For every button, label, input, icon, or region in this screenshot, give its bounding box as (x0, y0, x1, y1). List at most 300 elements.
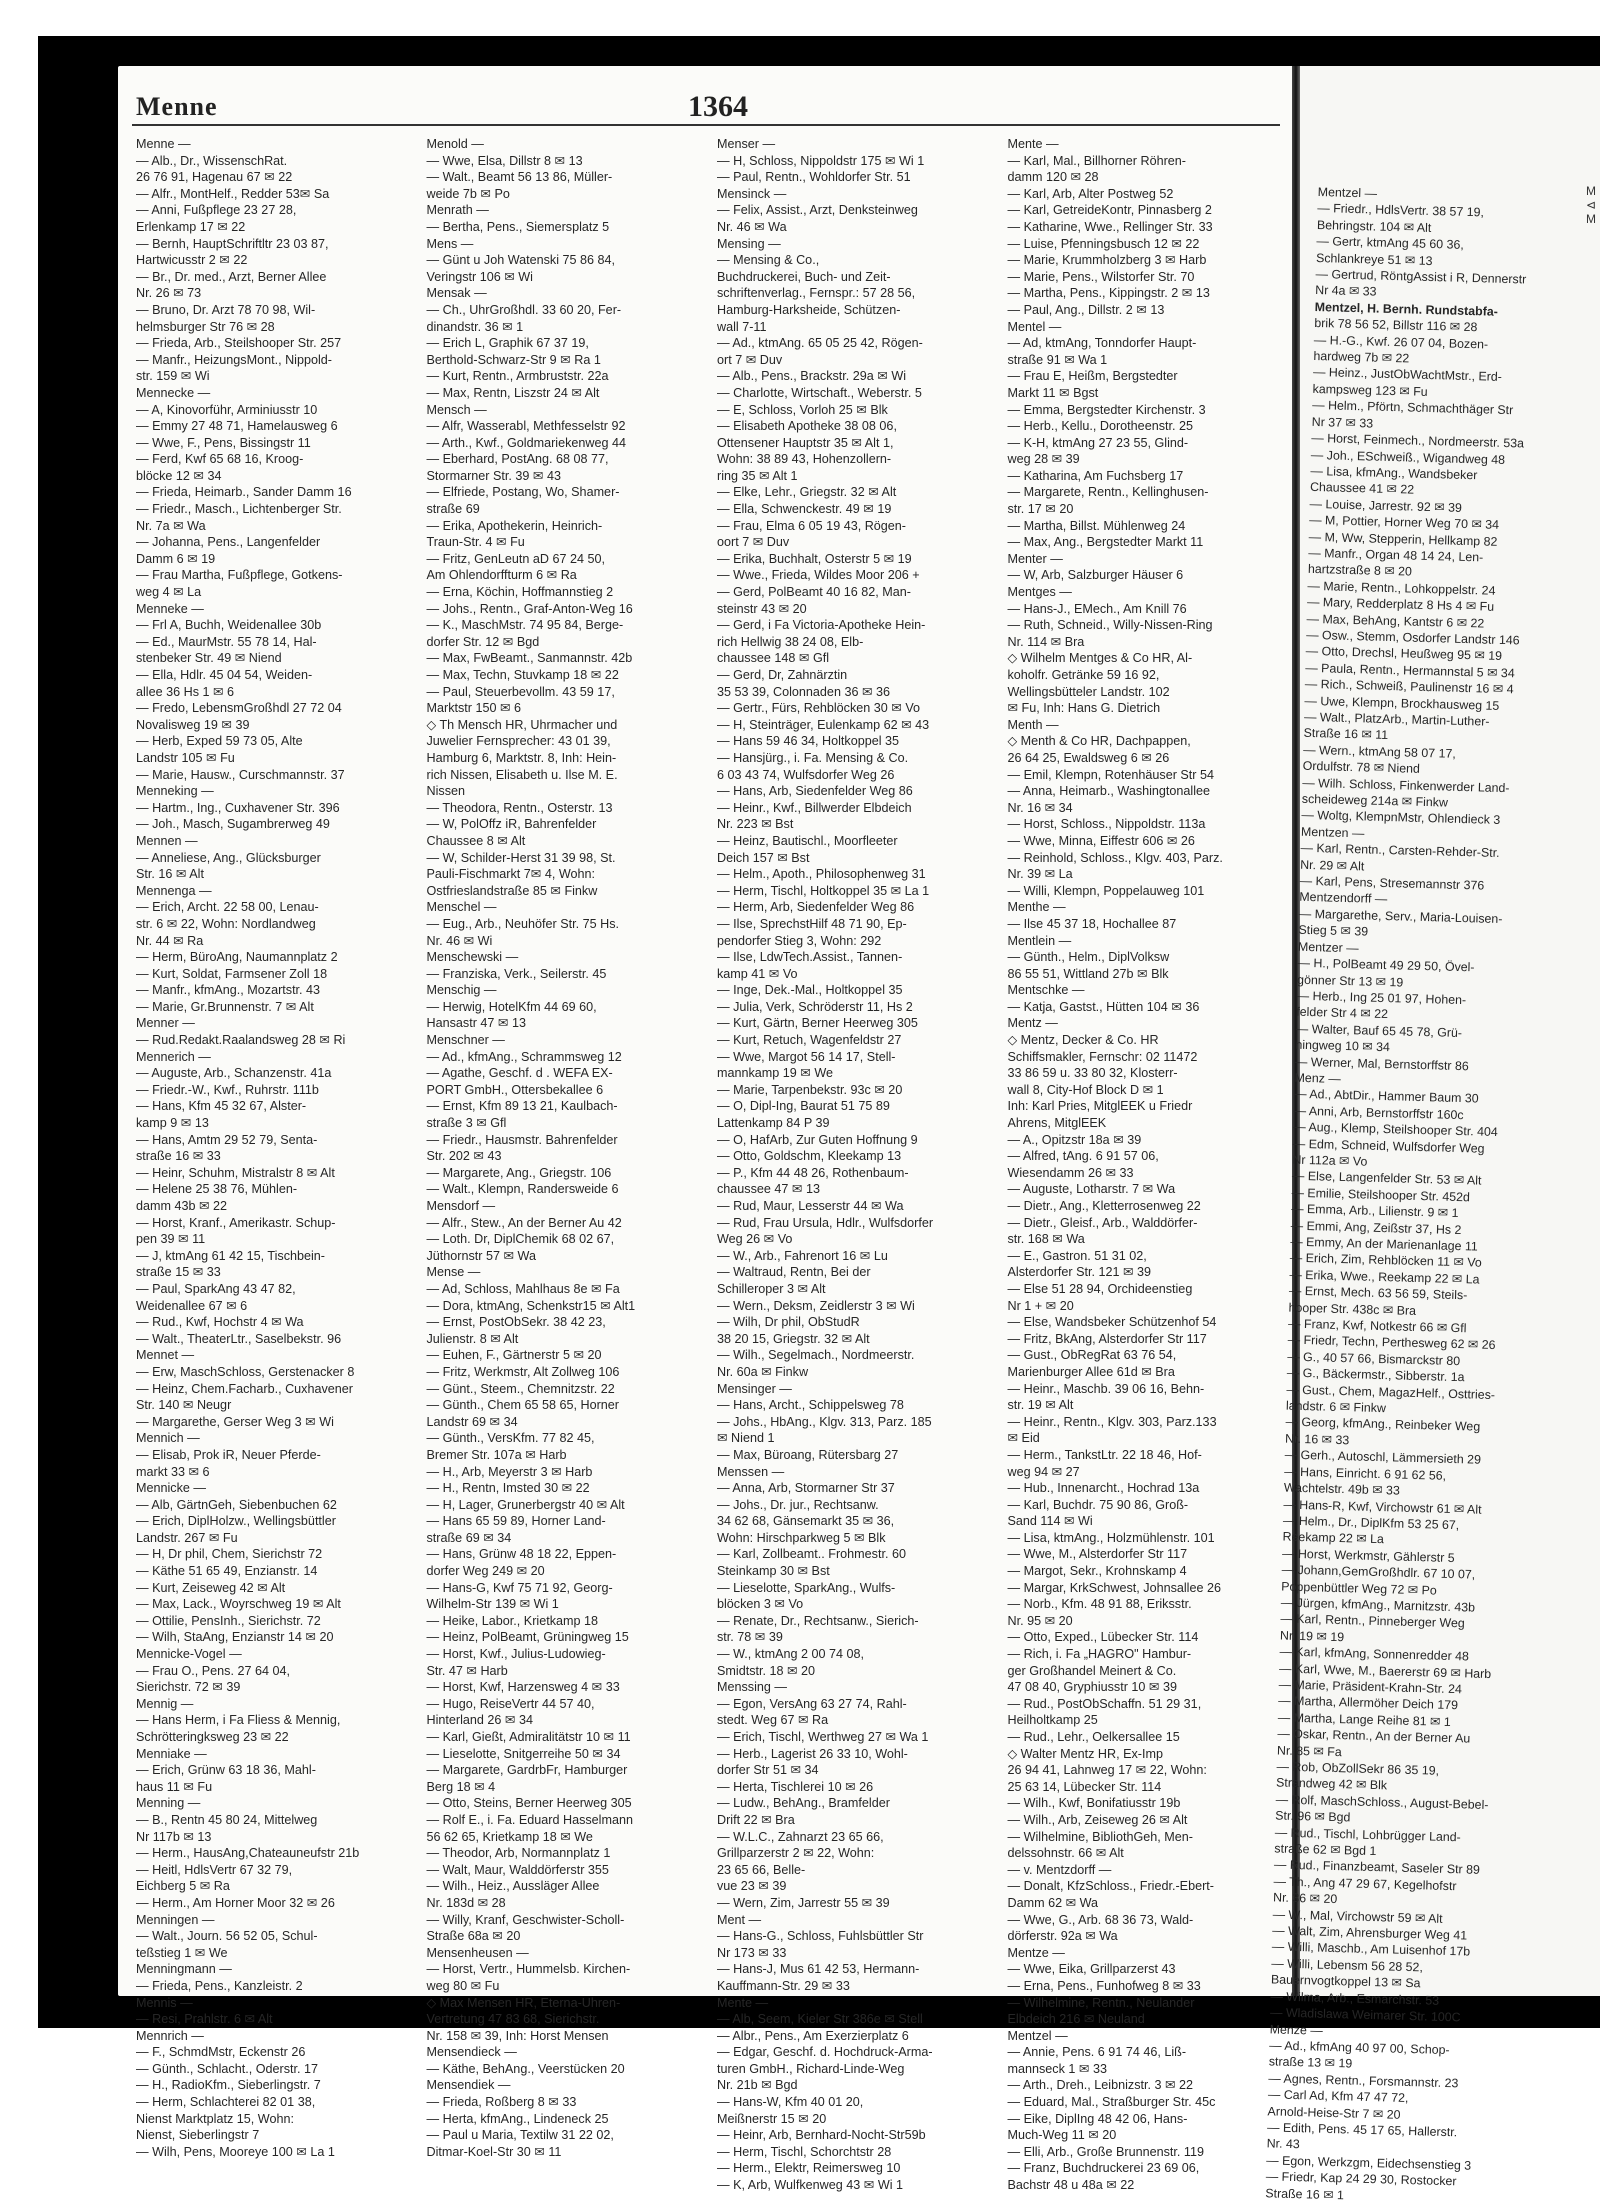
directory-entry: — Dietr., Gleisf., Arb., Walddörfer- (1007, 1215, 1198, 1230)
directory-entry: — Marie, Gr.Brunnenstr. 7 ✉ Alt (136, 999, 314, 1014)
directory-entry: 23 65 66, Belle- (717, 1862, 806, 1877)
directory-entry: — Karl, Pens, Stresemannstr 376 (1299, 873, 1485, 893)
directory-entry: — Ernst, PostObSekr. 38 42 23, (426, 1315, 606, 1330)
directory-entry: Kauffmann-Str. 29 ✉ 33 (717, 1978, 850, 1993)
directory-entry: Nr 4a ✉ 33 (1315, 283, 1377, 300)
directory-entry: Nr. 26 ✉ 73 (136, 286, 202, 301)
directory-entry: scheideweg 214a ✉ Finkw (1301, 791, 1449, 810)
directory-entry: — Heinr, Schuhm, Mistralstr 8 ✉ Alt (136, 1165, 335, 1180)
surname-heading: Mentzel — (1317, 184, 1378, 201)
directory-entry: — Heinz., JustObWachtMstr., Erd- (1312, 365, 1503, 385)
directory-entry: — Alb, Seem, Kieler Str 386e ✉ Stell (717, 2012, 923, 2027)
directory-entry: kampsweg 123 ✉ Fu (1312, 381, 1428, 399)
directory-entry: Nr. 29 ✉ Alt (1299, 857, 1365, 874)
directory-entry: ◇ Max Mensen HR, Eterna-Uhren- (426, 1995, 621, 2010)
directory-entry: — H, Schloss, Nippoldstr 175 ✉ Wi 1 (717, 153, 925, 168)
directory-entry: — Horst, Feinmech., Nordmeerstr. 53a (1311, 431, 1525, 451)
directory-entry: — Joh., Masch, Sugambrerweg 49 (136, 817, 330, 832)
directory-entry: Reekamp 22 ✉ La (1282, 1529, 1385, 1547)
directory-entry: hooper Str. 438c ✉ Bra (1288, 1300, 1417, 1318)
surname-heading: Menschner — (426, 1033, 505, 1048)
directory-entry: — W, PolOffz iR, Bahrenfelder (426, 817, 597, 832)
surname-heading: Menz — (1294, 1070, 1341, 1086)
directory-entry: — Herm, Arb, Siedenfelder Weg 86 (717, 900, 915, 915)
directory-entry: — H.-G., Kwf. 26 07 04, Bozen- (1313, 332, 1489, 352)
directory-entry: — Euhen, F., Gärtnerstr 5 ✉ 20 (426, 1348, 602, 1363)
directory-entry: Deich 157 ✉ Bst (717, 850, 810, 865)
directory-entry: — Helm., Pförtn, Schmachthäger Str (1312, 398, 1514, 418)
directory-entry: dörferstr. 92a ✉ Wa (1007, 1929, 1118, 1944)
directory-entry: — Ella, Schwenckestr. 49 ✉ 19 (717, 502, 892, 517)
directory-entry: — Alb, GärtnGeh, Siebenbuchen 62 (136, 1497, 337, 1512)
directory-entry: Landstr. 267 ✉ Fu (136, 1530, 238, 1545)
directory-entry: — Martha, Billst. Mühlenweg 24 (1007, 518, 1186, 533)
directory-entry: — Karl, GetreideKontr, Pinnasberg 2 (1007, 203, 1212, 218)
directory-entry: — Wilh, Pens, Mooreye 100 ✉ La 1 (136, 2144, 335, 2159)
directory-entry: Mentzel, H. Bernh. Rundstabfa- (1314, 299, 1499, 319)
surname-heading: Menssen — (717, 1464, 785, 1479)
directory-entry: dorfer Str. 12 ✉ Bgd (426, 634, 540, 649)
directory-entry: Nr. 36 ✉ 20 (1272, 1890, 1338, 1907)
directory-entry: — Ilse 45 37 18, Hochallee 87 (1007, 916, 1177, 931)
surname-heading: Mente — (717, 1995, 769, 2010)
directory-entry: — Wwe, Margot 56 14 17, Stell- (717, 1049, 896, 1064)
directory-entry: weg 80 ✉ Fu (426, 1978, 500, 1993)
directory-entry: — Walt., Journ. 56 52 05, Schul- (136, 1929, 318, 1944)
directory-entry: — Anna, Heimarb., Washingtonallee (1007, 784, 1211, 799)
directory-entry: — Dora, ktmAng, Schenkstr15 ✉ Alt1 (426, 1298, 636, 1313)
directory-entry: — P., Kfm 44 48 26, Rothenbaum- (717, 1165, 909, 1180)
directory-entry: Behringstr. 104 ✉ Alt (1316, 217, 1432, 235)
directory-entry: felder Str 4 ✉ 22 (1296, 1005, 1389, 1022)
surname-heading: Menschewski — (426, 950, 519, 965)
directory-entry: Nr. 46 ✉ Wi (426, 933, 493, 948)
directory-entry: — Alfred, tAng. 6 91 57 06, (1007, 1149, 1159, 1164)
directory-entry: Hansastr 47 ✉ 13 (426, 1016, 526, 1031)
directory-entry: — Reinhold, Schloss., Klgv. 403, Parz. (1007, 850, 1223, 865)
directory-entry: — Gust., ObRegRat 63 76 54, (1007, 1348, 1177, 1363)
directory-entry: — Bertha, Pens., Siemersplatz 5 (426, 219, 610, 234)
directory-entry: — Eug., Arb., Neuhöfer Str. 75 Hs. (426, 916, 619, 931)
directory-entry: — Erika, Buchhalt, Osterstr 5 ✉ 19 (717, 551, 912, 566)
directory-entry: — Herm., Am Horner Moor 32 ✉ 26 (136, 1895, 335, 1910)
directory-entry: — Wwe, Elsa, Dillstr 8 ✉ 13 (426, 153, 583, 168)
directory-entry: — Herm, Tischl, Holtkoppel 35 ✉ La 1 (717, 883, 930, 898)
directory-entry: — Herwig, HotelKfm 44 69 60, (426, 999, 597, 1014)
directory-entry: Nr 112a ✉ Vo (1292, 1152, 1368, 1169)
directory-entry: — Ernst, Kfm 89 13 21, Kaulbach- (426, 1099, 618, 1114)
directory-entry: Nr. 44 ✉ Ra (136, 933, 204, 948)
directory-entry: — O, HafArb, Zur Guten Hoffnung 9 (717, 1132, 918, 1147)
directory-entry: — Emmi, Ang, Zeißstr 37, Hs 2 (1290, 1218, 1462, 1237)
directory-entry: — Frl A, Buchh, Weidenallee 30b (136, 618, 322, 633)
directory-entry: — Ilse, LdwTech.Assist., Tannen- (717, 950, 903, 965)
directory-entry: — H, Steinträger, Eulenkamp 62 ✉ 43 (717, 717, 930, 732)
directory-entry: — Willi, Lebensm 56 28 52, (1271, 1956, 1424, 1975)
directory-entry: — Hans-G, Kwf 75 71 92, Georg- (426, 1580, 613, 1595)
directory-entry: straße 3 ✉ Gfl (426, 1116, 507, 1131)
directory-entry: — Frau O., Pens. 27 64 04, (136, 1663, 291, 1678)
directory-entry: — Johs., Dr. jur., Rechtsanw. (717, 1497, 879, 1512)
surname-heading: Menningen — (136, 1912, 215, 1927)
directory-entry: Schiffsmakler, Fernschr: 02 11472 (1007, 1049, 1198, 1064)
directory-entry: stenbeker Str. 49 ✉ Niend (136, 651, 282, 666)
directory-entry: PORT GmbH., Ottersbekallee 6 (426, 1082, 604, 1097)
directory-entry: — Hans 59 46 34, Holtkoppel 35 (717, 734, 900, 749)
directory-entry: — Walt, Maur, Walddörferstr 355 (426, 1862, 609, 1877)
directory-entry: Arnold-Heise-Str 7 ✉ 20 (1267, 2103, 1401, 2122)
directory-entry: — Waltraud, Rentn, Bei der (717, 1265, 871, 1280)
directory-entry: — Edith, Pens. 45 17 65, Hallerstr. (1266, 2120, 1458, 2140)
directory-entry: — Johann,GemGroßhdlr. 67 10 07, (1281, 1562, 1476, 1582)
directory-entry: — Annie, Pens. 6 91 74 46, Liß- (1007, 2045, 1187, 2060)
directory-entry: — G., Bäckermstr., Sibberstr. 1a (1286, 1365, 1465, 1385)
directory-entry: 38 20 15, Griegstr. 32 ✉ Alt (717, 1331, 870, 1346)
directory-entry: Julienstr. 8 ✉ Alt (426, 1331, 519, 1346)
directory-entry: Sierichstr. 72 ✉ 39 (136, 1680, 241, 1695)
directory-entry: — Friedr., HdlsVertr. 38 57 19, (1317, 201, 1485, 220)
directory-entry: — Wilh, Dr phil, ObStudR (717, 1315, 860, 1330)
directory-entry: — Rolf E., i. Fa. Eduard Hasselmann (426, 1812, 633, 1827)
directory-entry: — Erw, MaschSchloss, Gerstenacker 8 (136, 1364, 355, 1379)
directory-entry: — Franz, Kwf, Notkestr 66 ✉ Gfl (1287, 1316, 1467, 1336)
surname-heading: Mentze — (1007, 1945, 1065, 1960)
surname-heading: Mensinck — (717, 186, 787, 201)
directory-entry: — Helene 25 38 76, Mühlen- (136, 1182, 298, 1197)
directory-entry: delssohnstr. 66 ✉ Alt (1007, 1846, 1124, 1861)
directory-entry: — v. Mentzdorff — (1007, 1862, 1112, 1877)
directory-entry: — Wilhelmine, Rentn., Neulander (1007, 1995, 1195, 2010)
directory-entry: — Manfr., Organ 48 14 24, Len- (1308, 545, 1484, 565)
directory-entry: Nr. 85 ✉ Fa (1276, 1743, 1342, 1759)
directory-entry: — H., RadioKfm., Sieberlingstr. 7 (136, 2078, 321, 2093)
surname-heading: Menneking — (136, 784, 214, 799)
directory-entry: — Kurt, Zeiseweg 42 ✉ Alt (136, 1580, 286, 1595)
directory-entry: Wiesendamm 26 ✉ 33 (1007, 1165, 1134, 1180)
directory-entry: markt 33 ✉ 6 (136, 1464, 210, 1479)
directory-column-1 (136, 136, 417, 2194)
directory-entry: — Anni, Arb, Bernstorffstr 160c (1293, 1103, 1464, 1122)
directory-entry: — Auguste, Arb., Schanzenstr. 41a (136, 1066, 332, 1081)
directory-column-2 (427, 136, 708, 2194)
directory-entry: — Erna, Pens., Funhofweg 8 ✉ 33 (1007, 1978, 1201, 1993)
directory-entry: ◇ Menth & Co HR, Dachpappen, (1007, 734, 1191, 749)
directory-column-4 (1008, 136, 1289, 2194)
directory-entry: straße 91 ✉ Wa 1 (1007, 352, 1108, 367)
directory-entry: — M, Pottier, Horner Weg 70 ✉ 34 (1309, 513, 1500, 532)
directory-entry: — Karl, kfmAng, Sonnenredder 48 (1279, 1644, 1470, 1664)
directory-entry: — Max, Rentn, Liszstr 24 ✉ Alt (426, 385, 600, 400)
directory-entry: Berg 18 ✉ 4 (426, 1779, 496, 1794)
surname-heading: Mentzel — (1007, 2028, 1068, 2043)
directory-entry: — Horst, Kranf., Amerikastr. Schup- (136, 1215, 336, 1230)
directory-entry: Nr. 21b ✉ Bgd (717, 2078, 798, 2093)
directory-entry: Juwelier Fernsprecher: 43 01 39, (426, 734, 611, 749)
directory-entry: — Ad, Schloss, Mahlhaus 8e ✉ Fa (426, 1281, 620, 1296)
directory-entry: — Herm., Elektr, Reimersweg 10 (717, 2161, 901, 2176)
directory-entry: — Auguste, Lotharstr. 7 ✉ Wa (1007, 1182, 1176, 1197)
directory-entry: str. 168 ✉ Wa (1007, 1232, 1085, 1247)
directory-entry: ✉ Fu, Inh: Hans G. Dietrich (1007, 701, 1161, 716)
directory-entry: — M, Ww, Stepperin, Hellkamp 82 (1308, 529, 1498, 549)
directory-entry: — Norb., Kfm. 48 91 88, Eriksstr. (1007, 1597, 1192, 1612)
directory-entry: — Herm, Tischl, Schorchtstr 28 (717, 2144, 892, 2159)
directory-entry: Bremer Str. 107a ✉ Harb (426, 1447, 567, 1462)
directory-entry: Chaussee 8 ✉ Alt (426, 833, 526, 848)
directory-entry: str. 19 ✉ Alt (1007, 1398, 1074, 1413)
directory-entry: — Karl, Mal., Billhorner Röhren- (1007, 153, 1186, 168)
directory-entry: — Frau E, Heißm, Bergstedter (1007, 369, 1178, 384)
directory-entry: — Emmy, An der Marienanlage 11 (1290, 1234, 1478, 1254)
directory-entry: gönner Str 13 ✉ 19 (1296, 972, 1404, 990)
directory-entry: — Werner, Mal, Bernstorffstr 86 (1294, 1054, 1469, 1073)
directory-entry: pen 39 ✉ 11 (136, 1232, 206, 1247)
directory-entry: — Mary, Redderplatz 8 Hs 4 ✉ Fu (1306, 595, 1495, 614)
directory-entry: str. 78 ✉ 39 (717, 1630, 783, 1645)
directory-entry: — Hans, Amtm 29 52 79, Senta- (136, 1132, 318, 1147)
surname-heading: Ment — (717, 1912, 762, 1927)
directory-entry: — Ad, ktmAng, Tonndorfer Haupt- (1007, 336, 1197, 351)
directory-entry: — H, Lager, Grunerbergstr 40 ✉ Alt (426, 1497, 625, 1512)
directory-entry: Grillparzerstr 2 ✉ 22, Wohn: (717, 1846, 875, 1861)
directory-entry: dinandstr. 36 ✉ 1 (426, 319, 524, 334)
directory-entry: Wilhelm-Str 139 ✉ Wi 1 (426, 1597, 559, 1612)
directory-entry: — Wilh., Heiz., Aussläger Allee (426, 1879, 600, 1894)
directory-entry: Nr. 16 ✉ 34 (1007, 800, 1073, 815)
directory-entry: — Elisabeth Apotheke 38 08 06, (717, 419, 897, 434)
directory-entry: — Franz, Buchdruckerei 23 69 06, (1007, 2161, 1200, 2176)
directory-entry: — Heinz, Chem.Facharb., Cuxhavener (136, 1381, 353, 1396)
directory-entry: str. 159 ✉ Wi (136, 369, 210, 384)
directory-entry: — Günth., Schlacht., Oderstr. 17 (136, 2061, 318, 2076)
directory-entry: — Kurt, Retuch, Wagenfeldstr 27 (717, 1033, 902, 1048)
directory-entry: — Alfr, Wasserabl, Methfesselstr 92 (426, 419, 626, 434)
directory-entry: — Frieda, Arb., Steilshooper Str. 257 (136, 336, 342, 351)
directory-entry: Str. 140 ✉ Neugr (136, 1398, 232, 1413)
directory-entry: — Elisab, Prok iR, Neuer Pferde- (136, 1447, 321, 1462)
edge-letters: M ⊲ M (1586, 184, 1597, 226)
directory-entry: ◇ Th Mensch HR, Uhrmacher und (426, 717, 618, 732)
directory-entry: teßstieg 1 ✉ We (136, 1945, 228, 1960)
directory-entry: weg 28 ✉ 39 (1007, 452, 1080, 467)
directory-entry: — Rud., Tischl, Lohbrügger Land- (1274, 1825, 1461, 1844)
directory-entry: — Heinz, PolBeamt, Grüningweg 15 (426, 1630, 629, 1645)
surname-heading: Mensinger — (717, 1381, 792, 1396)
directory-entry: — Hans, Kfm 45 32 67, Alster- (136, 1099, 307, 1114)
directory-entry: — B., Rentn 45 80 24, Mittelweg (136, 1812, 318, 1827)
directory-entry: — Margarete, GardrbFr, Hamburger (426, 1763, 628, 1778)
directory-entry: — Alfr., Stew., An der Berner Au 42 (426, 1215, 622, 1230)
directory-entry: Nr. 43 (1266, 2136, 1300, 2152)
directory-entry: — Ed., MaurMstr. 55 78 14, Hal- (136, 634, 317, 649)
directory-entry: Nr 1 + ✉ 20 (1007, 1298, 1074, 1313)
directory-entry: — Kurt, Soldat, Farmsener Zoll 18 (136, 966, 328, 981)
directory-entry: Wohn: Hirschparkweg 5 ✉ Blk (717, 1530, 886, 1545)
directory-entry: 56 62 65, Krietkamp 18 ✉ We (426, 1829, 593, 1844)
directory-entry: — Gertr, ktmAng 45 60 36, (1316, 234, 1465, 253)
directory-entry: — Martha, Allermöher Deich 179 (1278, 1693, 1459, 1713)
directory-entry: ✉ Eid (1007, 1431, 1040, 1446)
directory-entry: Hamburg 6, Marktstr. 8, Inh: Hein- (426, 750, 617, 765)
directory-entry: — Ottilie, PensInh., Sierichstr. 72 (136, 1613, 321, 1628)
directory-entry: — Wwe, M., Alsterdorfer Str 117 (1007, 1547, 1188, 1562)
directory-entry: — Osw., Stemm, Osdorfer Landstr 146 (1306, 627, 1520, 648)
directory-entry: — F., SchmdMstr, Eckenstr 26 (136, 2045, 306, 2060)
directory-entry: — Martha, Pens., Kippingstr. 2 ✉ 13 (1007, 286, 1210, 301)
directory-entry: — H., Arb, Meyerstr 3 ✉ Harb (426, 1464, 593, 1479)
directory-entry: — Theodora, Rentn., Osterstr. 13 (426, 800, 613, 815)
directory-entry: — Aug., Klemp, Steilshooper Str. 404 (1293, 1119, 1498, 1140)
directory-entry: — Karl, Wwe, M., Baererstr 69 ✉ Harb (1278, 1661, 1492, 1681)
directory-entry: — Günth., VersKfm. 77 82 45, (426, 1431, 595, 1446)
directory-entry: — Hugo, ReiseVertr 44 57 40, (426, 1696, 595, 1711)
surname-heading: Mensenheusen — (426, 1945, 529, 1960)
directory-entry: straße 15 ✉ 33 (136, 1265, 221, 1280)
directory-entry: Damm 6 ✉ 19 (136, 551, 216, 566)
directory-entry: rich Hellwig 38 24 08, Elb- (717, 634, 864, 649)
directory-entry: — Theodor, Arb, Normannplatz 1 (426, 1846, 611, 1861)
directory-entry: — Walt., PlatzArb., Martin-Luther- (1303, 709, 1490, 729)
directory-entry: straße 69 (426, 502, 480, 517)
directory-entry: chaussee 148 ✉ Gfl (717, 651, 830, 666)
directory-entry: — Friedr., Hausmstr. Bahrenfelder (426, 1132, 618, 1147)
directory-entry: 25 63 14, Lübecker Str. 114 (1007, 1779, 1162, 1794)
facing-page-column (1265, 184, 1596, 2209)
directory-entry: Nr 37 ✉ 33 (1311, 414, 1374, 431)
directory-entry: damm 43b ✉ 22 (136, 1199, 228, 1213)
directory-entry: — Karl, Rentn., Carsten-Rehder-Str. (1300, 841, 1500, 861)
directory-entry: Nr. 158 ✉ 39, Inh: Horst Mensen (426, 2028, 609, 2043)
directory-entry: mannseck 1 ✉ 33 (1007, 2061, 1107, 2076)
directory-entry: — Rolf, MaschSchloss., August-Bebel- (1275, 1792, 1489, 1812)
directory-entry: — Th., Ang 47 29 67, Kegelhofstr (1273, 1874, 1457, 1894)
directory-entry: — Arth., Dreh., Leibnizstr. 3 ✉ 22 (1007, 2078, 1194, 2093)
directory-entry: — Frau, Elma 6 05 19 43, Rögen- (717, 518, 907, 533)
directory-entry: Nissen (426, 784, 465, 799)
directory-entry: Nienst, Sieberlingstr 7 (136, 2128, 260, 2143)
directory-entry: — Herb., Ing 25 01 97, Hohen- (1296, 988, 1467, 1008)
directory-entry: — Hans-J., EMech., Am Knill 76 (1007, 601, 1187, 616)
directory-entry: — Gerd, i Fa Victoria-Apotheke Hein- (717, 618, 926, 633)
surname-heading: Mennerich — (136, 1049, 211, 1064)
directory-entry: Damm 62 ✉ Wa (1007, 1895, 1099, 1910)
directory-entry: — Horst, Vertr., Hummelsb. Kirchen- (426, 1962, 631, 1977)
directory-entry: — Lieselotte, SparkAng., Wulfs- (717, 1580, 896, 1595)
directory-entry: — H., PolBeamt 49 29 50, Övel- (1297, 955, 1475, 975)
directory-entry: — Georg, kfmAng., Reinbeker Weg (1285, 1415, 1481, 1435)
directory-entry: weg 4 ✉ La (136, 585, 202, 600)
directory-entry: — Karl, Gießt, Admiralitätstr 10 ✉ 11 (426, 1730, 631, 1744)
directory-entry: — Herm., TankstLtr. 22 18 46, Hof- (1007, 1447, 1202, 1462)
surname-heading: Mentlein — (1007, 933, 1072, 948)
directory-entry: Weg 26 ✉ Vo (717, 1232, 793, 1247)
surname-heading: Menth — (1007, 717, 1059, 732)
directory-entry: — Alb., Pens., Brackstr. 29a ✉ Wi (717, 369, 907, 384)
directory-entry: Am Ohlendorffturm 6 ✉ Ra (426, 568, 577, 583)
directory-entry: — Wwe, Minna, Eiffestr 606 ✉ 26 (1007, 833, 1195, 848)
directory-entry: 47 08 40, Gryphiusstr 10 ✉ 39 (1007, 1680, 1177, 1695)
directory-entry: Elbdeich 216 ✉ Neuland (1007, 2012, 1145, 2027)
directory-entry: — Herb., Lagerist 26 33 10, Wohl- (717, 1746, 908, 1761)
surname-heading: Menning — (136, 1796, 201, 1811)
directory-entry: — Max, FwBeamt., Sanmannstr. 42b (426, 651, 633, 666)
surname-heading: Mennich — (136, 1431, 200, 1446)
directory-entry: — Else 51 28 94, Orchideenstieg (1007, 1281, 1193, 1296)
directory-entry: Traun-Str. 4 ✉ Fu (426, 535, 525, 550)
running-head-name: Menne (136, 92, 218, 121)
directory-entry: — Emma, Arb., Lilienstr. 9 ✉ 1 (1290, 1201, 1459, 1221)
directory-entry: — Herm, Schlachterei 82 01 38, (136, 2095, 316, 2110)
directory-entry: — Lisa, kfmAng., Wandsbeker (1310, 463, 1478, 483)
directory-entry: Ditmar-Koel-Str 30 ✉ 11 (426, 2144, 562, 2159)
surname-heading: Mennecke — (136, 385, 211, 400)
directory-entry: — Ruth, Schneid., Willy-Nissen-Ring (1007, 618, 1213, 633)
directory-entry: Steinkamp 30 ✉ Bst (717, 1564, 830, 1579)
directory-entry: — Max, Ang., Bergstedter Markt 11 (1007, 535, 1204, 550)
directory-entry: — Hans-J, Mus 61 42 53, Hermann- (717, 1962, 920, 1977)
directory-entry: — Hans, Einricht. 6 91 62 56, (1284, 1464, 1447, 1483)
directory-entry: — Donalt, KfzSchloss., Friedr.-Ebert- (1007, 1879, 1214, 1894)
directory-entry: — Herta, kfmAng., Lindeneck 25 (426, 2111, 609, 2126)
directory-entry: — Emil, Klempn, Rotenhäuser Str 54 (1007, 767, 1214, 782)
directory-entry: Nr 117b ✉ 13 (136, 1829, 212, 1844)
directory-entry: — Johanna, Pens., Langenfelder (136, 535, 321, 550)
directory-entry: wall 7-11 (717, 319, 767, 334)
directory-entry: — Paula, Rentn., Hermannstal 5 ✉ 34 (1305, 660, 1515, 681)
directory-entry: Inh: Karl Pries, MitglEEK u Friedr (1007, 1099, 1193, 1114)
surname-heading: Menssing — (717, 1680, 787, 1695)
directory-entry: — Johs., HbAng., Klgv. 313, Parz. 185 (717, 1414, 932, 1429)
directory-entry: Stormarner Str. 39 ✉ 43 (426, 468, 561, 483)
directory-entry: — Hans-W, Kfm 40 01 20, (717, 2095, 864, 2110)
directory-entry: Jüthornstr 57 ✉ Wa (426, 1248, 536, 1263)
directory-entry: — Wilh., Kwf, Bonifatiusstr 19b (1007, 1796, 1181, 1811)
directory-entry: — Wilh., Segelmach., Nordmeerstr. (717, 1348, 915, 1363)
directory-entry: — Karl, Zollbeamt.. Frohmestr. 60 (717, 1547, 906, 1562)
directory-entry: — Herb., Kellu., Dorotheenstr. 25 (1007, 419, 1193, 434)
directory-entry: schriftenverlag., Fernspr.: 57 28 56, (717, 286, 916, 301)
directory-entry: Nr. 39 ✉ La (1007, 867, 1073, 882)
directory-entry: blöcke 12 ✉ 34 (136, 468, 222, 483)
directory-entry: — Frau Martha, Fußpflege, Gotkens- (136, 568, 343, 583)
directory-entry: — Charlotte, Wirtschaft., Weberstr. 5 (717, 385, 922, 400)
directory-entry: — Loth. Dr, DiplChemik 68 02 67, (426, 1232, 615, 1247)
surname-heading: Menser — (717, 137, 776, 151)
directory-entry: — Heinz, Bautischl., Moorfleeter (717, 833, 898, 848)
surname-heading: Mennenga — (136, 883, 212, 898)
directory-entry: ningweg 10 ✉ 34 (1295, 1037, 1391, 1055)
directory-entry: Nr. 114 ✉ Bra (1007, 634, 1085, 649)
surname-heading: Mensak — (426, 286, 487, 301)
directory-entry: kamp 41 ✉ Vo (717, 966, 798, 981)
directory-entry: — Rud, Maur, Lesserstr 44 ✉ Wa (717, 1199, 904, 1213)
directory-entry: — Ernst, Mech. 63 56 59, Steils- (1288, 1283, 1468, 1303)
directory-entry: — Wwe, Eika, Grillparzerst 43 (1007, 1962, 1176, 1977)
directory-entry: — Ad., AbtDir., Hammer Baum 30 (1293, 1087, 1479, 1106)
directory-entry: — H, Dr phil, Chem, Sierichstr 72 (136, 1547, 323, 1562)
directory-entry: — Heinr., Maschb. 39 06 16, Behn- (1007, 1381, 1205, 1396)
directory-entry: — E., Gastron. 51 31 02, (1007, 1248, 1147, 1263)
directory-entry: Veringstr 106 ✉ Wi (426, 269, 533, 284)
directory-entry: — Rud., PostObSchaffn. 51 29 31, (1007, 1696, 1202, 1711)
directory-entry: Nr. 223 ✉ Bst (717, 817, 794, 832)
directory-entry: — Erich, Archt. 22 58 00, Lenau- (136, 900, 319, 915)
directory-entry: — Ella, Hdlr. 45 04 54, Weiden- (136, 668, 313, 682)
directory-entry: steinstr 43 ✉ 20 (717, 601, 807, 616)
directory-entry: Marienburger Allee 61d ✉ Bra (1007, 1364, 1175, 1379)
directory-entry: — Martha, Lange Reihe 81 ✉ 1 (1277, 1710, 1451, 1729)
directory-entry: — H., Rentn, Imsted 30 ✉ 22 (426, 1481, 590, 1496)
